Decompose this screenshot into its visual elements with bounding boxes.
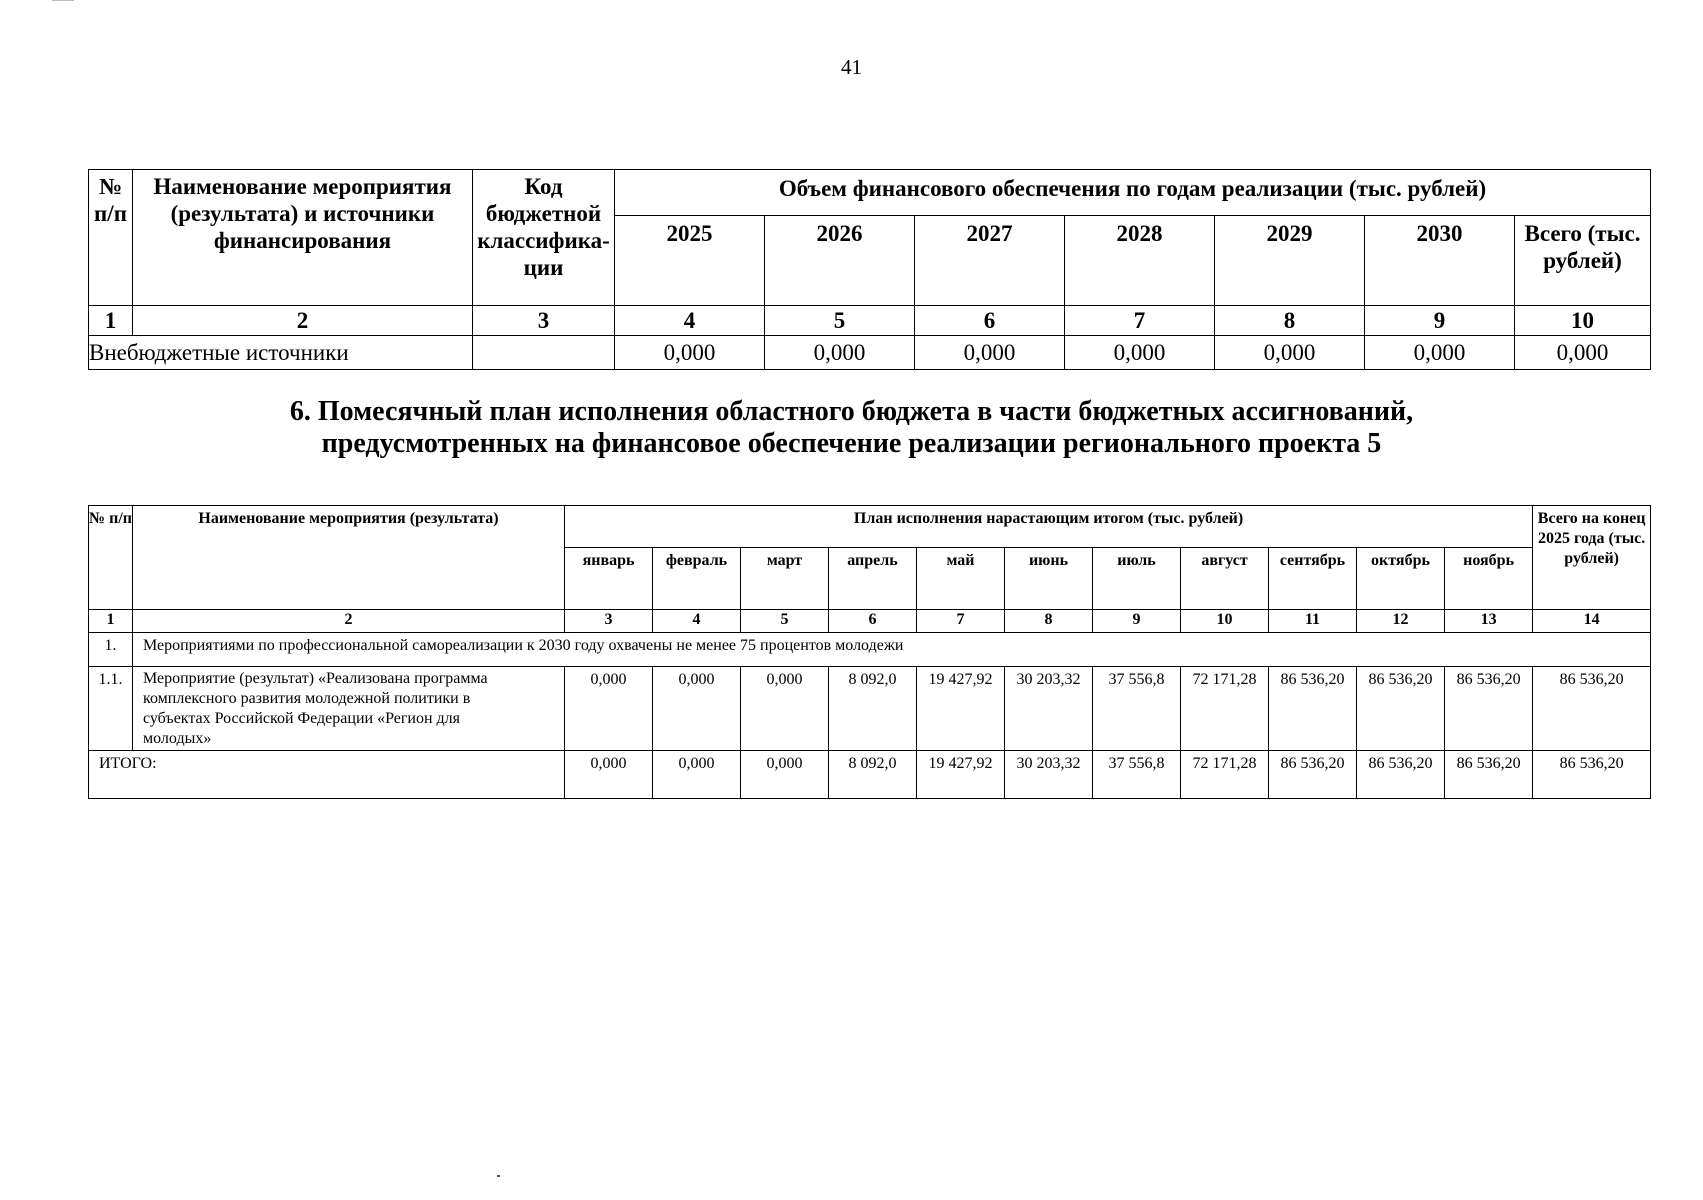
- item-name: Мероприятие (результат) «Реализована программа комплексного развития молодежной политики в субъектах Российской Федерации «Регион для молодых»: [133, 667, 565, 751]
- column-number: 3: [473, 306, 615, 336]
- column-number: 1: [89, 610, 133, 633]
- value-cell: 0,000: [765, 336, 915, 370]
- table-row: [89, 667, 1651, 751]
- column-number: 5: [741, 610, 829, 633]
- total-header: Всего (тыс. рублей): [1515, 216, 1651, 306]
- budget-code-cell: [473, 336, 615, 370]
- column-number: 1: [89, 306, 133, 336]
- col-name-header: Наименование мероприятия (результата): [133, 506, 565, 610]
- column-number: 14: [1533, 610, 1651, 633]
- year-header: 2025: [615, 216, 765, 306]
- column-number: 11: [1269, 610, 1357, 633]
- source-label: Внебюджетные источники: [89, 336, 473, 370]
- group-text: Мероприятиями по профессиональной самореализации к 2030 году охвачены не менее 75 процентов молодежи: [133, 633, 1651, 667]
- month-header: июль: [1093, 548, 1181, 610]
- value-cell: 86 536,20: [1445, 667, 1533, 751]
- section-title: [0, 396, 1703, 460]
- column-number: 5: [765, 306, 915, 336]
- month-header: март: [741, 548, 829, 610]
- column-number: 7: [1065, 306, 1215, 336]
- total-cell: 86 536,20: [1533, 667, 1651, 751]
- value-cell: 0,000: [615, 336, 765, 370]
- month-header: январь: [565, 548, 653, 610]
- month-header: май: [917, 548, 1005, 610]
- group-row: [89, 633, 1651, 667]
- value-cell: 0,000: [1365, 336, 1515, 370]
- value-cell: 0,000: [565, 751, 653, 799]
- col-plan-header: План исполнения нарастающим итогом (тыс. рублей): [565, 506, 1533, 548]
- value-cell: 0,000: [741, 667, 829, 751]
- column-numbers-row: [89, 306, 1651, 336]
- page-number: 41: [841, 55, 862, 79]
- value-cell: 86 536,20: [1357, 751, 1445, 799]
- col-no-header: № п/п: [89, 506, 133, 610]
- column-number: 4: [653, 610, 741, 633]
- value-cell: 37 556,8: [1093, 667, 1181, 751]
- month-header: сентябрь: [1269, 548, 1357, 610]
- year-header: 2030: [1365, 216, 1515, 306]
- column-number: 2: [133, 306, 473, 336]
- month-header: ноябрь: [1445, 548, 1533, 610]
- value-cell: 0,000: [741, 751, 829, 799]
- header-row: [89, 170, 1651, 216]
- value-cell: 72 171,28: [1181, 751, 1269, 799]
- value-cell: 86 536,20: [1269, 667, 1357, 751]
- value-cell: 19 427,92: [917, 667, 1005, 751]
- section-title-line: 6. Помесячный план исполнения областного бюджета в части бюджетных ассигнований,: [289, 396, 1414, 427]
- col-total-header: Всего на конец 2025 года (тыс. рублей): [1533, 506, 1651, 610]
- column-number: 10: [1515, 306, 1651, 336]
- value-cell: 8 092,0: [829, 667, 917, 751]
- header-row: [89, 506, 1651, 548]
- row-number: 1.: [89, 633, 133, 667]
- value-cell: 0,000: [653, 667, 741, 751]
- month-header: февраль: [653, 548, 741, 610]
- month-header: июнь: [1005, 548, 1093, 610]
- column-number: 6: [915, 306, 1065, 336]
- value-cell: 37 556,8: [1093, 751, 1181, 799]
- value-cell: 30 203,32: [1005, 751, 1093, 799]
- col-no-header: № п/п: [89, 170, 133, 306]
- total-cell: 86 536,20: [1533, 751, 1651, 799]
- column-number: 7: [917, 610, 1005, 633]
- section-title-line: предусмотренных на финансовое обеспечение реализации регионального проекта 5: [321, 428, 1382, 459]
- column-number: 2: [133, 610, 565, 633]
- value-cell: 72 171,28: [1181, 667, 1269, 751]
- total-row: [89, 751, 1651, 799]
- value-cell: 0,000: [653, 751, 741, 799]
- value-cell: 8 092,0: [829, 751, 917, 799]
- year-header: 2029: [1215, 216, 1365, 306]
- column-number: 13: [1445, 610, 1533, 633]
- corner-mark: [52, 0, 74, 1]
- row-number: 1.1.: [89, 667, 133, 751]
- value-cell: 86 536,20: [1269, 751, 1357, 799]
- value-cell: 86 536,20: [1357, 667, 1445, 751]
- total-label: ИТОГО:: [89, 751, 565, 799]
- column-number: 6: [829, 610, 917, 633]
- column-number: 8: [1005, 610, 1093, 633]
- col-volume-header: Объем финансового обеспечения по годам реализации (тыс. рублей): [615, 170, 1651, 216]
- col-name-header: Наименование мероприятия (результата) и источники финансирования: [133, 170, 473, 306]
- column-number: 10: [1181, 610, 1269, 633]
- year-header: 2027: [915, 216, 1065, 306]
- month-header: август: [1181, 548, 1269, 610]
- column-number: 9: [1365, 306, 1515, 336]
- table-row: [89, 336, 1651, 370]
- value-cell: 0,000: [1515, 336, 1651, 370]
- column-number: 4: [615, 306, 765, 336]
- monthly-plan-table: [88, 505, 1651, 799]
- value-cell: 0,000: [915, 336, 1065, 370]
- scan-speck: [497, 1175, 500, 1177]
- financing-table: [88, 169, 1651, 370]
- column-number: 8: [1215, 306, 1365, 336]
- column-number: 3: [565, 610, 653, 633]
- value-cell: 0,000: [1065, 336, 1215, 370]
- year-header: 2026: [765, 216, 915, 306]
- value-cell: 0,000: [1215, 336, 1365, 370]
- col-code-header: Код бюджетной классифика-ции: [473, 170, 615, 306]
- value-cell: 86 536,20: [1445, 751, 1533, 799]
- value-cell: 19 427,92: [917, 751, 1005, 799]
- year-header: 2028: [1065, 216, 1215, 306]
- column-number: 12: [1357, 610, 1445, 633]
- month-header: октябрь: [1357, 548, 1445, 610]
- column-numbers-row: [89, 610, 1651, 633]
- month-header: апрель: [829, 548, 917, 610]
- value-cell: 30 203,32: [1005, 667, 1093, 751]
- value-cell: 0,000: [565, 667, 653, 751]
- column-number: 9: [1093, 610, 1181, 633]
